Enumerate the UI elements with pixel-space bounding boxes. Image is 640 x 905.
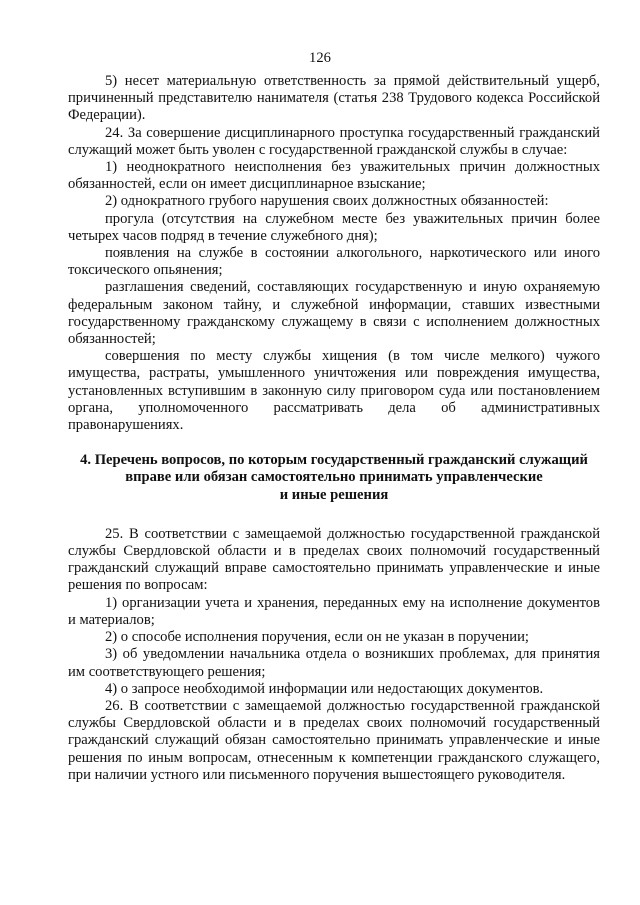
paragraph: разглашения сведений, составляющих государственную и иную охраняемую федеральным законом тайну, и служебной информации, ставших известными государственному гражданскому служащему в связи с исполнением должностных обязанностей;	[68, 279, 600, 348]
section-heading-line: и иные решения	[279, 486, 389, 503]
section-heading-line: вправе или обязан самостоятельно принимать управленческие	[125, 469, 543, 486]
paragraph: 5) несет материальную ответственность за прямой действительный ущерб, причиненный представителю нанимателя (статья 238 Трудового кодекса Российской Федерации).	[68, 73, 600, 124]
paragraph: 25. В соответствии с замещаемой должностью государственной гражданской службы Свердловской области и в пределах своих полномочий государственный гражданский служащий вправе самостоятельно принимать управленческие и иные решения по вопросам:	[68, 525, 600, 594]
spacer	[68, 434, 600, 452]
paragraph: совершения по месту службы хищения (в том числе мелкого) чужого имущества, растраты, умышленного уничтожения или повреждения имущества, установленных вступившим в законную силу приговором суда или постановлением органа, уполномоченного рассматривать дела об административных правонарушениях.	[68, 348, 600, 434]
paragraph: 1) неоднократного неисполнения без уважительных причин должностных обязанностей, если он имеет дисциплинарное взыскание;	[68, 159, 600, 193]
section-heading	[68, 452, 600, 504]
section-heading-line: 4. Перечень вопросов, по которым государственный гражданский служащий	[80, 452, 588, 469]
document-body	[68, 73, 600, 784]
paragraph: 24. За совершение дисциплинарного проступка государственный гражданский служащий может быть уволен с государственной гражданской службы в случае:	[68, 124, 600, 158]
paragraph: 26. В соответствии с замещаемой должностью государственной гражданской службы Свердловской области и в пределах своих полномочий государственный гражданский служащий обязан самостоятельно принимать управленческие и иные решения по иным вопросам, отнесенным к компетенции гражданского служащего, при наличии устного или письменного поручения вышестоящего руководителя.	[68, 697, 600, 783]
paragraph: 4) о запросе необходимой информации или недостающих документов.	[105, 680, 544, 697]
paragraph: 3) об уведомлении начальника отдела о возникших проблемах, для принятия им соответствующего решения;	[68, 646, 600, 680]
paragraph: 2) о способе исполнения поручения, если он не указан в поручении;	[105, 629, 529, 646]
page-number: 126	[309, 50, 331, 66]
paragraph: 2) однократного грубого нарушения своих должностных обязанностей:	[105, 193, 549, 210]
paragraph: прогула (отсутствия на служебном месте без уважительных причин более четырех часов подряд в течение служебного дня);	[68, 210, 600, 244]
paragraph: 1) организации учета и хранения, переданных ему на исполнение документов и материалов;	[68, 594, 600, 628]
paragraph: появления на службе в состоянии алкогольного, наркотического или иного токсического опьянения;	[68, 245, 600, 279]
spacer	[68, 504, 600, 526]
